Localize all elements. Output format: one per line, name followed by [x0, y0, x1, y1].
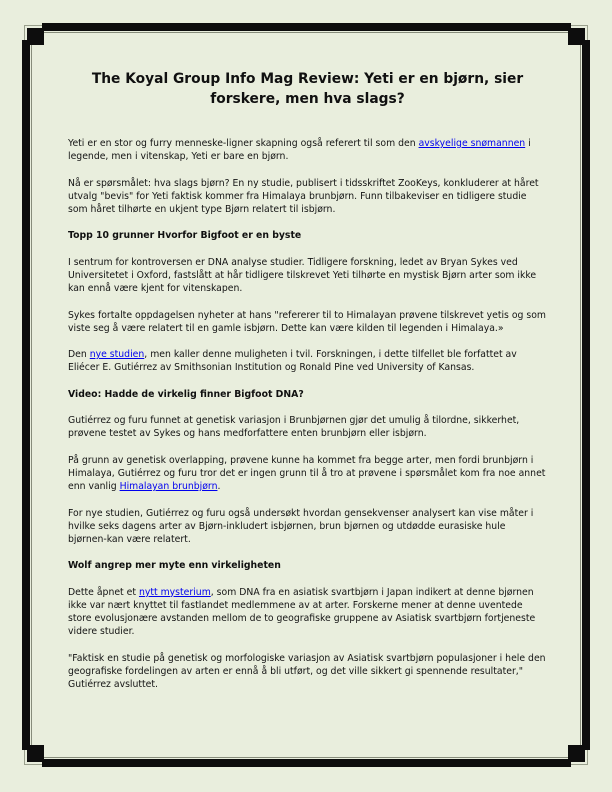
paragraph: Sykes fortalte oppdagelsen nyheter at hans "refererer til to Himalayan prøvene tilskrevet yetis og som viste seg å være relatert til en gamle isbjørn. Dette kan være kilden til legenden i Himalaya.» — [68, 309, 546, 334]
paragraph: Dette åpnet et nytt mysterium, som DNA fra en asiatisk svartbjørn i Japan indikert at denne bjørnen ikke var nært knyttet til fastlandet medlemmene av at arter. Forskerne mener at denne uventede store evolusjonære avstanden mellom de to geografiske gruppene av Asiatisk svartbjørn fortjeneste videre studier. — [68, 586, 536, 638]
paragraph: "Faktisk en studie på genetisk og morfologiske variasjon av Asiatisk svartbjørn populasjoner i hele den geografiske fordelingen av arten er ennå å bli utført, og det ville sikkert gi spennende resultater," Gutiérrez avsluttet. — [68, 652, 546, 691]
border-band-right — [582, 40, 590, 750]
paragraph: På grunn av genetisk overlapping, prøvene kunne ha kommet fra begge arter, men fordi brunbjørn i Himalaya, Gutiérrez og furu tror det er ingen grunn til å tro at prøvene i spørsmålet kom fra noe annet enn vanlig Himalayan brunbjørn. — [68, 454, 546, 493]
inline-link[interactable]: nytt mysterium — [138, 586, 211, 598]
border-corner-square-top-right — [568, 28, 585, 45]
article-body — [68, 137, 547, 691]
paragraph: For nye studien, Gutiérrez og furu også undersøkt hvordan gensekvenser analysert kan vise måter i hvilke seks dagens arter av Bjørn-inkludert isbjørnen, brun bjørnen og utdødde eurasiske hule bjørnen-kan være relatert. — [68, 507, 534, 545]
inline-link[interactable]: Himalayan brunbjørn — [119, 481, 218, 493]
paragraph: Nå er spørsmålet: hva slags bjørn? En ny studie, publisert i tidsskriftet ZooKeys, konkluderer at håret utvalg "bevis" for Yeti faktisk kommer fra Himalaya brunbjørn. Funn tilbakeviser en tidligere studie som håret tilhørte en ukjent type Bjørn relatert til isbjørn. — [68, 177, 539, 215]
paragraph: Yeti er en stor og furry menneske-ligner skapning også referert til som den avskyelige snømannen i legende, men i vitenskap, Yeti er bare en bjørn. — [68, 138, 531, 163]
paragraph: Gutiérrez og furu funnet at genetisk variasjon i Brunbjørnen gjør det umulig å tilordne, sikkerhet, prøvene testet av Sykes og hans medforfattere enten brunbjørn eller isbjørn. — [68, 415, 520, 440]
inline-link[interactable]: avskyelige snømannen — [418, 138, 526, 149]
paragraph: Den nye studien, men kaller denne muligheten i tvil. Forskningen, i dette tilfellet ble forfattet av Eliécer E. Gutiérrez av Smithsonian Institution og Ronald Pine ved University of Kansas. — [68, 349, 517, 374]
border-band-top — [42, 23, 571, 31]
border-corner-square-bottom-left — [27, 745, 44, 762]
page-title: The Koyal Group Info Mag Review: Yeti er en bjørn, sier forskere, men hva slags? — [91, 71, 524, 107]
paragraph: I sentrum for kontroversen er DNA analyse studier. Tidligere forskning, ledet av Bryan Sykes ved Universitetet i Oxford, fastslått at hår tidligere tilskrevet Yeti tilhørte en mystisk Bjørn arter som ikke kan ennå være kjent for vitenskapen. — [68, 256, 537, 295]
inline-link[interactable]: nye studien — [89, 349, 145, 361]
border-band-bottom — [42, 759, 571, 767]
section-heading: Wolf angrep mer myte enn virkeligheten — [68, 560, 281, 572]
border-corner-square-bottom-right — [568, 745, 585, 762]
section-heading: Video: Hadde de virkelig finner Bigfoot DNA? — [68, 388, 304, 400]
border-band-left — [22, 40, 30, 750]
article-content — [68, 66, 547, 705]
border-corner-square-top-left — [27, 28, 44, 45]
section-heading: Topp 10 grunner Hvorfor Bigfoot er en byste — [68, 230, 302, 242]
